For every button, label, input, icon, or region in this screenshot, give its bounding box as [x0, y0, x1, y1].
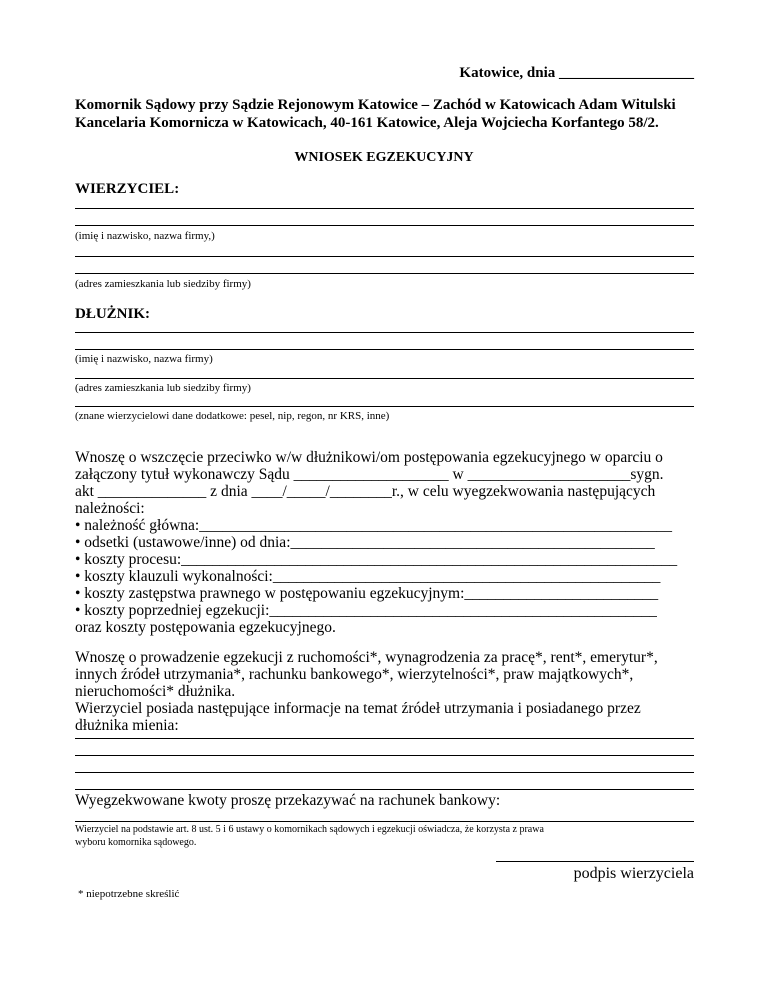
declaration-line-1: Wierzyciel na podstawie art. 8 ust. 5 i 6 ustawy o komornikach sądowych i egzekucji oświadcza, że korzysta z prawa	[75, 824, 544, 835]
request-line-2: załączony tytuł wykonawczy Sądu ____________________ w _____________________sygn.	[75, 466, 664, 483]
request-line-1: Wnoszę o wszczęcie przeciwko w/w dłużnikowi/om postępowania egzekucyjnego w oparciu o	[75, 449, 663, 466]
debtor-extra-line[interactable]	[75, 406, 694, 407]
request-closing: oraz koszty postępowania egzekucyjnego.	[75, 619, 336, 636]
bank-account-line[interactable]	[75, 821, 694, 822]
creditor-address-line-2[interactable]	[75, 273, 694, 274]
debtor-address-caption: (adres zamieszkania lub siedziby firmy)	[75, 382, 251, 394]
request-line-3: akt ______________ z dnia ____/_____/________r., w celu wyegzekwowania następujących	[75, 483, 656, 500]
enforcement-line-4: Wierzyciel posiada następujące informacje na temat źródeł utrzymania i posiadanego przez	[75, 700, 641, 717]
enforcement-line-1: Wnoszę o prowadzenie egzekucji z ruchomości*, wynagrodzenia za pracę*, rent*, emerytur*,	[75, 649, 658, 666]
signature-label: podpis wierzyciela	[573, 865, 694, 882]
assets-info-line-1[interactable]	[75, 738, 694, 739]
creditor-name-caption: (imię i nazwisko, nazwa firmy,)	[75, 230, 215, 242]
bank-account-label: Wyegzekwowane kwoty proszę przekazywać na rachunek bankowy:	[75, 792, 501, 809]
court-line-1: Komornik Sądowy przy Sądzie Rejonowym Katowice – Zachód w Katowicach Adam Witulski	[75, 97, 676, 113]
enforcement-line-2: innych źródeł utrzymania*, rachunku bankowego*, wierzytelności*, praw majątkowych*,	[75, 666, 634, 683]
claim-item-legal-representation: • koszty zastępstwa prawnego w postępowaniu egzekucyjnym:_________________________	[75, 585, 659, 602]
debtor-extra-caption: (znane wierzycielowi dane dodatkowe: pesel, nip, regon, nr KRS, inne)	[75, 410, 390, 422]
assets-info-line-4[interactable]	[75, 789, 694, 790]
claim-item-process-costs: • koszty procesu:________________________________________________________________	[75, 551, 678, 568]
creditor-heading: WIERZYCIEL:	[75, 181, 180, 197]
debtor-name-caption: (imię i nazwisko, nazwa firmy)	[75, 353, 213, 365]
footnote: * niepotrzebne skreślić	[78, 888, 180, 900]
court-line-2: Kancelaria Komornicza w Katowicach, 40-161 Katowice, Aleja Wojciecha Korfantego 58/2.	[75, 115, 659, 131]
debtor-name-line-2[interactable]	[75, 349, 694, 350]
assets-info-line-2[interactable]	[75, 755, 694, 756]
claim-item-interest: • odsetki (ustawowe/inne) od dnia:_______________________________________________	[75, 534, 655, 551]
debtor-address-line[interactable]	[75, 378, 694, 379]
creditor-name-line-2[interactable]	[75, 225, 694, 226]
claim-item-principal: • należność główna:_____________________________________________________________	[75, 517, 672, 534]
claim-item-previous-enforcement: • koszty poprzedniej egzekucji:__________________________________________________	[75, 602, 657, 619]
claim-item-clause-costs: • koszty klauzuli wykonalności:__________________________________________________	[75, 568, 661, 585]
creditor-address-line-1[interactable]	[75, 256, 694, 257]
debtor-heading: DŁUŻNIK:	[75, 306, 151, 322]
declaration-line-2: wyboru komornika sądowego.	[75, 837, 197, 848]
enforcement-line-5: dłużnika mienia:	[75, 717, 179, 734]
debtor-name-line-1[interactable]	[75, 332, 694, 333]
date-line: Katowice, dnia __________________	[459, 65, 694, 81]
signature-line[interactable]	[496, 861, 694, 862]
document-title: WNIOSEK EGZEKUCYJNY	[294, 150, 474, 165]
enforcement-line-3: nieruchomości* dłużnika.	[75, 683, 236, 700]
creditor-name-line-1[interactable]	[75, 208, 694, 209]
request-line-4: należności:	[75, 500, 145, 517]
creditor-address-caption: (adres zamieszkania lub siedziby firmy)	[75, 278, 251, 290]
assets-info-line-3[interactable]	[75, 772, 694, 773]
